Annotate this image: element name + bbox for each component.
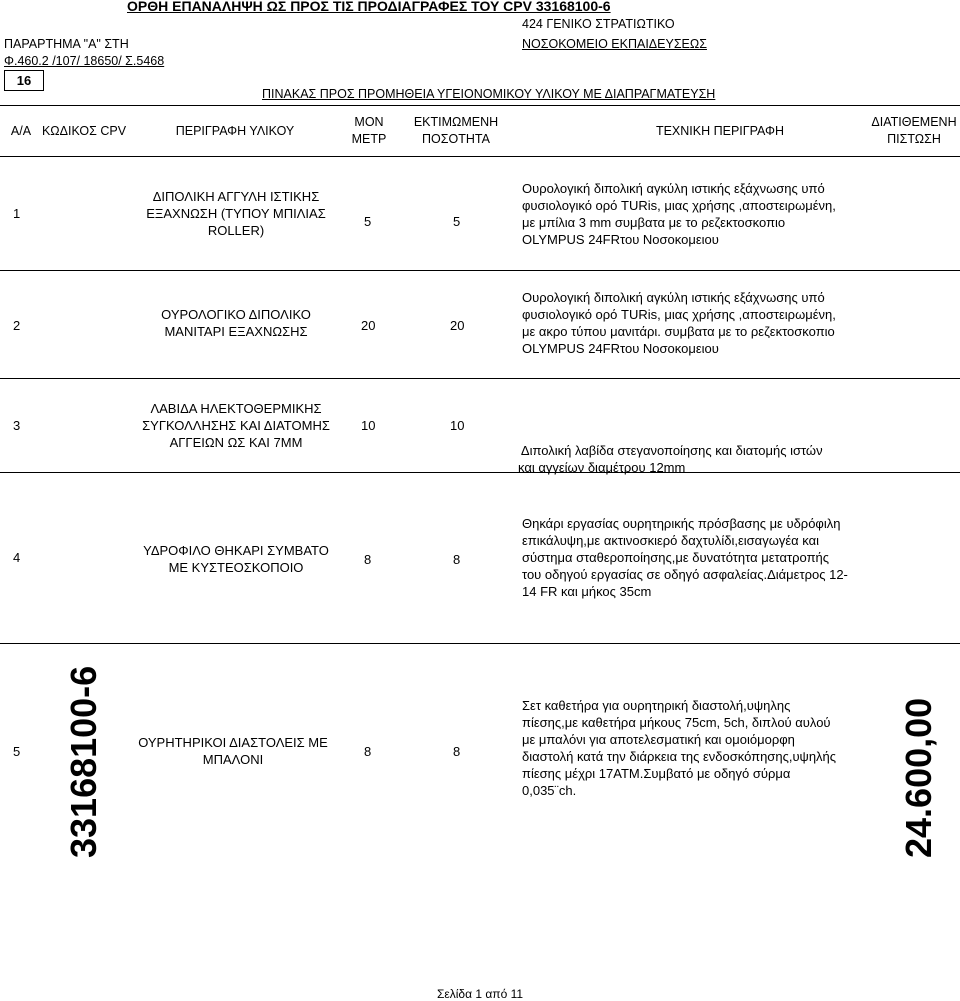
hospital-line-2: ΝΟΣΟΚΟΜΕΙΟ ΕΚΠΑΙΔΕΥΣΕΩΣ bbox=[522, 37, 707, 51]
column-header-quantity: ΕΚΤΙΜΩΜΕΝΗ ΠΟΣΟΤΗΤΑ bbox=[413, 115, 499, 146]
row-number: 4 bbox=[13, 550, 21, 565]
technical-description: Διπολική λαβίδα στεγανοποίησης και διατομής ιστών και αγγείων διαμέτρου 12mm bbox=[518, 443, 823, 475]
column-header-cpv: ΚΩΔΙΚΟΣ CPV bbox=[41, 124, 127, 138]
technical-description: Σετ καθετήρα για ουρητηρική διαστολή,υψηλης πίεσης,με καθετήρα μήκους 75cm, 5ch, διπλού αυλού με μπαλόνι για αποτελεσματική και ομοιόμορφη διαστολή κατά την διάρκεια της ενδοσκόπησης,υψηλής πίεσης μέχρι 17ΑΤΜ.Συμβατό με οδηγό σύρμα 0,035¨ch. bbox=[522, 698, 837, 798]
page-footer: Σελίδα 1 από 11 bbox=[436, 987, 524, 1001]
item-description: ΛΑΒΙΔΑ ΗΛΕΚΤΟΘΕΡΜΙΚΗΣ ΣΥΓΚΟΛΛΗΣΗΣ ΚΑΙ ΔΙΑΤΟΜΗΣ ΑΓΓΕΙΩΝ ΩΣ ΚΑΙ 7ΜΜ bbox=[142, 401, 330, 450]
document-title: ΟΡΘΗ ΕΠΑΝΑΛΗΨΗ ΩΣ ΠΡΟΣ ΤΙΣ ΠΡΟΔΙΑΓΡΑΦΕΣ ΤΟΥ CPV 33168100-6 bbox=[127, 0, 611, 14]
quantity-value: 20 bbox=[450, 318, 465, 333]
table-title: ΠΙΝΑΚΑΣ ΠΡΟΣ ΠΡΟΜΗΘΕΙΑ ΥΓΕΙΟΝΟΜΙΚΟΥ ΥΛΙΚΟΥ ΜΕ ΔΙΑΠΡΑΓΜΑΤΕΥΣΗ bbox=[262, 87, 716, 101]
unit-value: 5 bbox=[364, 214, 372, 229]
technical-description: Θηκάρι εργασίας ουρητηρικής πρόσβασης με υδρόφιλη επικάλυψη,με ακτινοσκιερό δαχτυλίδι,εισαγωγέα και σύστημα σταθεροποίησης,με δυνατότητα μετατροπής του οδηγού εργασίας σε οδηγό ασφαλείας.Διάμετρος 12- 14 FR και μήκος 35cm bbox=[522, 516, 848, 599]
reference-number: Φ.460.2 /107/ 18650/ Σ.5468 bbox=[4, 54, 165, 68]
hospital-line-1: 424 ΓΕΝΙΚΟ ΣΤΡΑΤΙΩΤΙΚΟ bbox=[522, 17, 675, 31]
technical-description: Ουρολογική διπολική αγκύλη ιστικής εξάχνωσης υπό φυσιολογικό ορό TURis, μιας χρήσης ,αποστειρωμένη, με μπίλια 3 mm συμβατα με το ρεζεκτοσκοπιο OLYMPUS 24FRτου Νοσοκομειου bbox=[522, 181, 836, 247]
quantity-value: 10 bbox=[450, 418, 465, 433]
quantity-value: 8 bbox=[453, 744, 461, 759]
unit-value: 20 bbox=[361, 318, 376, 333]
unit-value: 10 bbox=[361, 418, 376, 433]
row-number: 2 bbox=[13, 318, 21, 333]
quantity-value: 8 bbox=[453, 552, 461, 567]
page-box-number: 16 bbox=[4, 70, 44, 91]
cpv-code-vertical: 33168100-6 bbox=[63, 665, 104, 858]
row-number: 1 bbox=[13, 206, 21, 221]
unit-value: 8 bbox=[364, 744, 372, 759]
appendix-label: ΠΑΡΑΡΤΗΜΑ "Α" ΣΤΗ bbox=[4, 37, 129, 51]
column-header-technical: ΤΕΧΝΙΚΗ ΠΕΡΙΓΡΑΦΗ bbox=[655, 124, 785, 138]
item-description: ΟΥΡΗΤΗΡΙΚΟΙ ΔΙΑΣΤΟΛΕΙΣ ΜΕ ΜΠΑΛΟΝΙ bbox=[138, 735, 328, 767]
item-description: ΟΥΡΟΛΟΓΙΚΟ ΔΙΠΟΛΙΚΟ ΜΑΝΙΤΑΡΙ ΕΞΑΧΝΩΣΗΣ bbox=[161, 307, 311, 339]
column-header-credit: ΔΙΑΤΙΘΕΜΕΝΗ ΠΙΣΤΩΣΗ bbox=[871, 115, 957, 146]
item-description: ΥΔΡΟΦΙΛΟ ΘΗΚΑΡΙ ΣΥΜΒΑΤΟ ΜΕ ΚΥΣΤΕΟΣΚΟΠΟΙΟ bbox=[143, 543, 329, 575]
technical-description: Ουρολογική διπολική αγκύλη ιστικής εξάχνωσης υπό φυσιολογικό ορό TURis, μιας χρήσης ,αποστειρωμένη, με ακρο τύπου μανιτάρι. συμβατα με το ρεζεκτοσκοπιο OLYMPUS 24FRτου Νοσοκομειου bbox=[522, 290, 836, 356]
row-number: 5 bbox=[13, 744, 21, 759]
row-number: 3 bbox=[13, 418, 21, 433]
column-header-description: ΠΕΡΙΓΡΑΦΗ ΥΛΙΚΟΥ bbox=[175, 124, 295, 138]
column-header-unit: ΜΟΝ ΜΕΤΡ bbox=[351, 115, 387, 146]
unit-value: 8 bbox=[364, 552, 372, 567]
quantity-value: 5 bbox=[453, 214, 461, 229]
item-description: ΔΙΠΟΛΙΚΗ ΑΓΓΥΛΗ ΙΣΤΙΚΗΣ ΕΞΑΧΝΩΣΗ (ΤΥΠΟΥ ΜΠΙΛΙΑΣ ROLLER) bbox=[146, 189, 326, 238]
column-header-aa: Α/Α bbox=[10, 124, 32, 138]
credit-amount-vertical: 24.600,00 bbox=[898, 697, 939, 858]
